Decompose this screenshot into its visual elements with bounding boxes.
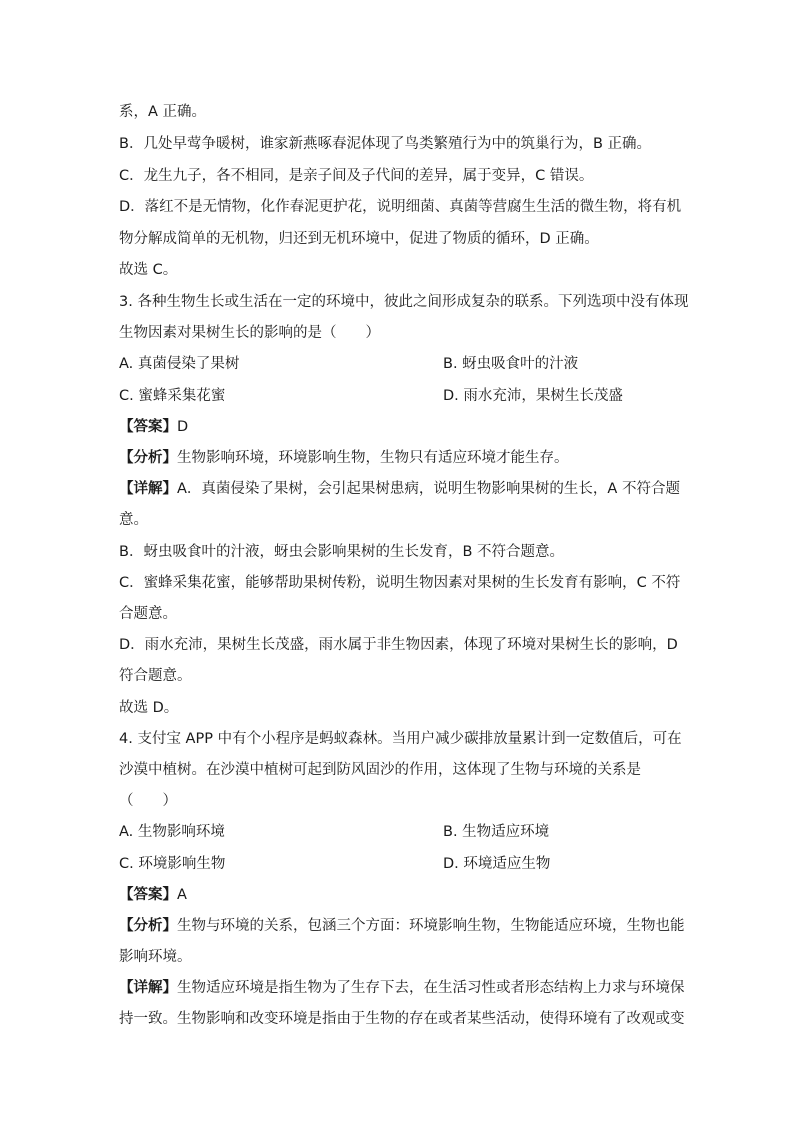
q4-option-a: A. 生物影响环境 (119, 824, 225, 840)
q3-option-a: A. 真菌侵染了果树 (119, 356, 240, 372)
q3-stem-line: 3. 各种生物生长或生活在一定的环境中，彼此之间形成复杂的联系。下列选项中没有体现 (119, 294, 689, 310)
q4-option-b: B. 生物适应环境 (443, 824, 550, 840)
q3-stem-line: 生物因素对果树生长的影响的是（ ） (119, 325, 380, 341)
q3-option-c: C. 蜜蜂采集花蜜 (119, 388, 226, 404)
q3-conclusion: 故选 D。 (119, 700, 179, 716)
analysis-tag: 【分析】 (119, 450, 177, 466)
q3-option-b: B. 蚜虫吸食叶的汁液 (443, 356, 579, 372)
q4-stem-line: 4. 支付宝 APP 中有个小程序是蚂蚁森林。当用户减少碳排放量累计到一定数值后，可在 (119, 731, 682, 747)
analysis-tag: 【分析】 (119, 918, 177, 934)
q4-stem-line: （ ） (119, 793, 177, 809)
q4-detail-line: 持一致。生物影响和改变环境是指由于生物的存在或者某些活动，使得环境有了改观或变 (119, 1011, 685, 1027)
q2-text-line: 物分解成简单的无机物，归还到无机环境中，促进了物质的循环，D 正确。 (119, 231, 599, 247)
q4-option-c: C. 环境影响生物 (119, 856, 226, 872)
answer-tag: 【答案】 (119, 419, 177, 435)
analysis-text: 生物影响环境，环境影响生物，生物只有适应环境才能生存。 (177, 450, 569, 466)
q2-text-line: C．龙生九子，各不相同，是亲子间及子代间的差异，属于变异，C 错误。 (119, 168, 594, 184)
q3-detail-line: 符合题意。 (119, 668, 192, 684)
detail-tag: 【详解】 (119, 481, 177, 497)
q3-detail-line: 合题意。 (119, 606, 177, 622)
q4-stem-line: 沙漠中植树。在沙漠中植树可起到防风固沙的作用，这体现了生物与环境的关系是 (119, 762, 641, 778)
q3-answer (119, 417, 188, 437)
q2-text-line: D．落红不是无情物，化作春泥更护花，说明细菌、真菌等营腐生生活的微生物，将有机 (119, 199, 682, 215)
detail-text: 生物适应环境是指生物为了生存下去，在生活习性或者形态结构上力求与环境保 (177, 980, 685, 996)
q3-detail-line: C．蜜蜂采集花蜜，能够帮助果树传粉，说明生物因素对果树的生长发育有影响，C 不符 (119, 575, 681, 591)
q4-analysis-line: 影响环境。 (119, 949, 192, 965)
q3-detail (119, 479, 680, 499)
q4-option-d: D. 环境适应生物 (443, 856, 551, 872)
analysis-text: 生物与环境的关系，包涵三个方面：环境影响生物，生物能适应环境，生物也能 (177, 918, 685, 934)
q2-text-line: 系，A 正确。 (119, 104, 207, 120)
q3-detail-line: B．蚜虫吸食叶的汁液，蚜虫会影响果树的生长发育，B 不符合题意。 (119, 544, 565, 560)
detail-tag: 【详解】 (119, 980, 177, 996)
q4-analysis (119, 916, 685, 936)
q4-detail (119, 978, 685, 998)
q2-text-line: B．几处早莺争暖树，谁家新燕啄春泥体现了鸟类繁殖行为中的筑巢行为，B 正确。 (119, 136, 652, 152)
q4-answer (119, 885, 187, 905)
q3-detail-line: D．雨水充沛，果树生长茂盛，雨水属于非生物因素，体现了环境对果树生长的影响，D (119, 637, 678, 653)
q3-option-d: D. 雨水充沛，果树生长茂盛 (443, 388, 623, 404)
answer-tag: 【答案】 (119, 887, 177, 903)
q3-detail-line: 意。 (119, 512, 148, 528)
detail-text: A．真菌侵染了果树，会引起果树患病，说明生物影响果树的生长，A 不符合题 (177, 481, 680, 497)
q3-analysis (119, 448, 569, 468)
q2-conclusion: 故选 C。 (119, 262, 178, 278)
answer-value: D (177, 419, 189, 435)
answer-value: A (177, 887, 187, 903)
